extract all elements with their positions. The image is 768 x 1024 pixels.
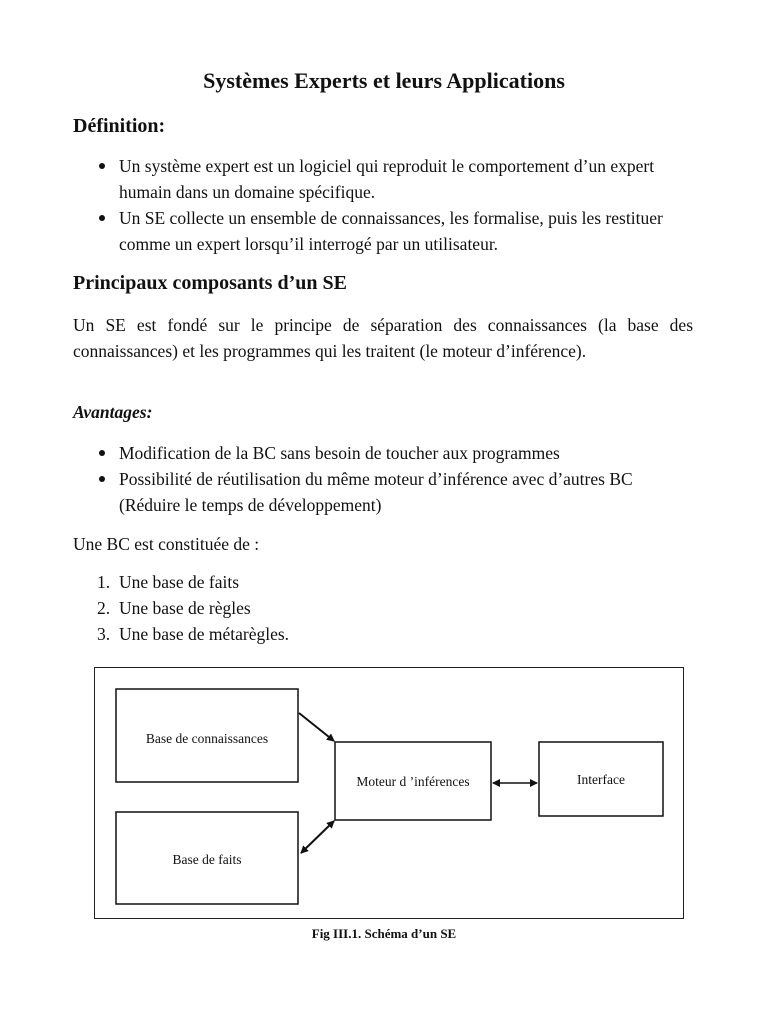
list-text: Une base de métarègles. (119, 624, 290, 644)
list-text: Une base de règles (119, 598, 251, 618)
list-item (73, 569, 289, 595)
expert-system-diagram (94, 667, 684, 919)
page-title: Systèmes Experts et leurs Applications (203, 68, 565, 93)
advantages-list (73, 440, 695, 518)
fact-base-label: Base de faits (172, 852, 242, 867)
list-number: 3. (97, 624, 111, 644)
figure-caption: Fig III.1. Schéma d’un SE (311, 926, 457, 941)
list-text: Une base de faits (119, 572, 240, 592)
diagram-canvas (95, 668, 683, 918)
list-item: Modification de la BC sans besoin de toucher aux programmes (73, 440, 695, 466)
arrow-knowledge-to-engine (299, 713, 334, 741)
list-number: 2. (97, 598, 111, 618)
arrow-facts-engine (301, 821, 334, 853)
inference-engine-label: Moteur d ’inférences (356, 774, 470, 789)
definition-heading: Définition: (73, 115, 166, 137)
bc-numbered-list (73, 569, 289, 647)
advantages-heading: Avantages: (73, 402, 153, 422)
list-item (73, 621, 289, 647)
bc-intro: Une BC est constituée de : (73, 534, 260, 554)
list-item: Possibilité de réutilisation du même moteur d’inférence avec d’autres BC (Réduire le temps de développement) (73, 466, 695, 518)
list-item (73, 595, 289, 621)
components-paragraph: Un SE est fondé sur le principe de séparation des connaissances (la base des connaissances) et les programmes qui les traitent (le moteur d’inférence). (73, 315, 693, 361)
definition-list (73, 153, 695, 257)
components-heading: Principaux composants d’un SE (73, 272, 347, 294)
interface-label: Interface (577, 772, 625, 787)
list-number: 1. (97, 572, 111, 592)
knowledge-base-label: Base de connaissances (145, 731, 269, 746)
list-item: Un système expert est un logiciel qui reproduit le comportement d’un expert humain dans un domaine spécifique. (73, 153, 695, 205)
list-item: Un SE collecte un ensemble de connaissances, les formalise, puis les restituer comme un expert lorsqu’il interrogé par un utilisateur. (73, 205, 695, 257)
